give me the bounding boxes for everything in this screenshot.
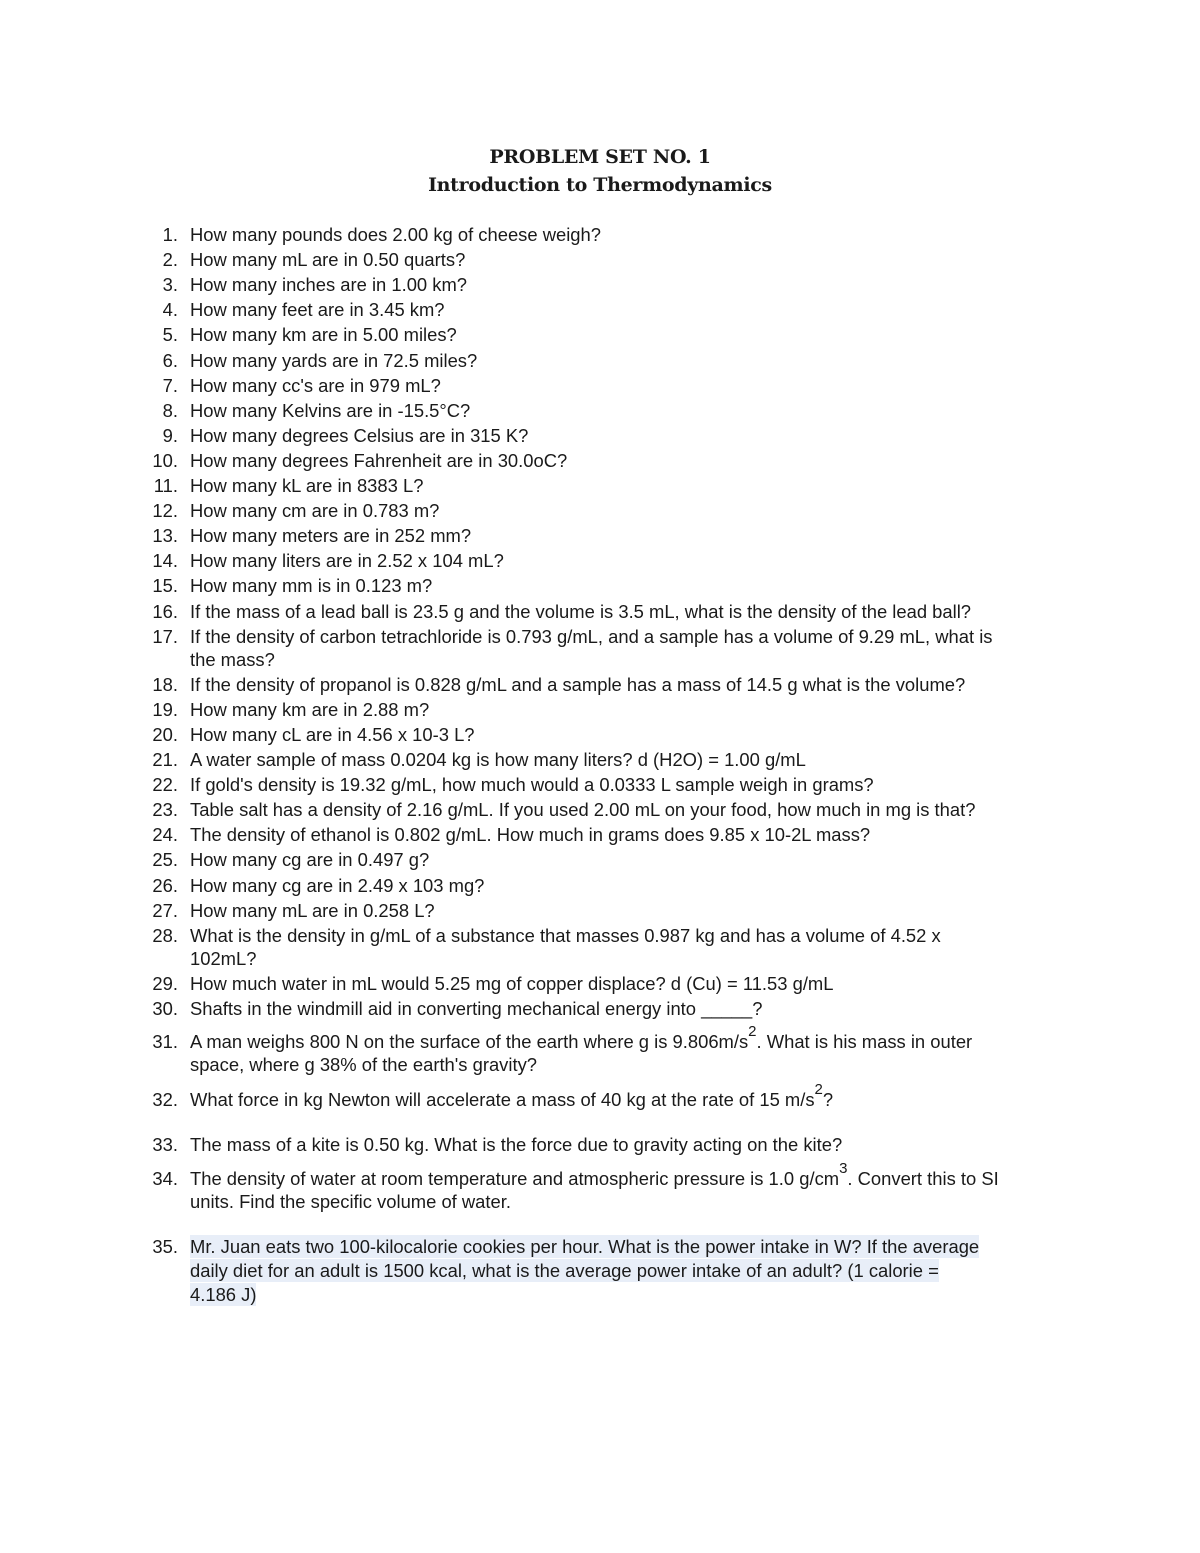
question-text-line: How many inches are in 1.00 km? bbox=[190, 274, 468, 296]
question-text-line: Table salt has a density of 2.16 g/mL. If you used 2.00 mL on your food, how much in mg is that? bbox=[190, 799, 976, 821]
question-text-line: A water sample of mass 0.0204 kg is how many liters? d (H2O) = 1.00 g/mL bbox=[190, 749, 806, 770]
question-text-line: How many yards are in 72.5 miles? bbox=[190, 349, 478, 371]
question-number: 7. bbox=[162, 374, 178, 396]
question-text-line: How many degrees Celsius are in 315 K? bbox=[190, 424, 529, 446]
question-text-line: How many pounds does 2.00 kg of cheese weigh? bbox=[190, 224, 601, 245]
question-number: 23. bbox=[152, 799, 178, 821]
question-number: 1. bbox=[162, 224, 178, 245]
question-number: 31. bbox=[152, 1031, 178, 1052]
question-number: 29. bbox=[152, 972, 178, 994]
question-text-line: How many cL are in 4.56 x 10-3 L? bbox=[190, 723, 475, 745]
question-number: 4. bbox=[162, 299, 178, 321]
question-text-line: What is the density in g/mL of a substance that masses 0.987 kg and has a volume of 4.52 x bbox=[190, 924, 941, 946]
question-number: 22. bbox=[152, 774, 178, 796]
question-text-line: 102mL? bbox=[190, 947, 257, 969]
question-number: 25. bbox=[152, 849, 178, 871]
question-text-line: How many km are in 5.00 miles? bbox=[190, 324, 457, 346]
question-text-line: the mass? bbox=[190, 648, 275, 670]
question-text-line: If the mass of a lead ball is 23.5 g and the volume is 3.5 mL, what is the density of the lead ball? bbox=[190, 600, 972, 622]
question-number: 24. bbox=[152, 824, 178, 846]
question-number: 27. bbox=[152, 899, 178, 921]
question-number: 10. bbox=[152, 449, 178, 471]
question-text-line: space, where g 38% of the earth's gravity? bbox=[190, 1054, 537, 1075]
question-number: 19. bbox=[152, 698, 178, 720]
question-number: 17. bbox=[152, 625, 178, 647]
question-number: 9. bbox=[162, 424, 178, 446]
question-text-line: How many cm are in 0.783 m? bbox=[190, 500, 440, 522]
question-number: 28. bbox=[152, 924, 178, 946]
question-text-line: How much water in mL would 5.25 mg of copper displace? d (Cu) = 11.53 g/mL bbox=[190, 972, 834, 994]
question-number: 5. bbox=[162, 324, 178, 346]
question-text-line: How many liters are in 2.52 x 104 mL? bbox=[190, 550, 504, 572]
question-number: 13. bbox=[152, 525, 178, 547]
question-text-line: How many mL are in 0.50 quarts? bbox=[190, 249, 466, 271]
question-number: 32. bbox=[152, 1089, 178, 1110]
question-number: 16. bbox=[152, 600, 178, 622]
question-number: 8. bbox=[162, 399, 178, 421]
question-number: 15. bbox=[152, 575, 178, 597]
question-text-line: How many kL are in 8383 L? bbox=[190, 475, 424, 496]
question-text-line: How many feet are in 3.45 km? bbox=[190, 299, 445, 321]
question-text-line: daily diet for an adult is 1500 kcal, what is the average power intake of an adult? (1 calorie = bbox=[190, 1260, 939, 1281]
question-text-line: What force in kg Newton will accelerate a mass of 40 kg at the rate of 15 $m/s^2$? bbox=[190, 1081, 834, 1110]
question-text-line: Mr. Juan eats two 100-kilocalorie cookies per hour. What is the power intake in W? If the average bbox=[190, 1236, 980, 1257]
document-subtitle: Introduction to Thermodynamics bbox=[428, 174, 772, 196]
question-text-line: How many cg are in 2.49 x 103 mg? bbox=[190, 874, 485, 896]
question-text-line: If the density of propanol is 0.828 g/mL and a sample has a mass of 14.5 g what is the volume? bbox=[190, 673, 966, 695]
question-number: 33. bbox=[152, 1134, 178, 1155]
question-text-line: If the density of carbon tetrachloride is 0.793 g/mL, and a sample has a volume of 9.29 mL, what is bbox=[190, 625, 993, 647]
question-number: 11. bbox=[153, 475, 178, 496]
question-number: 20. bbox=[152, 723, 178, 745]
question-number: 6. bbox=[162, 349, 178, 371]
question-number: 2. bbox=[162, 249, 178, 271]
question-number: 35. bbox=[152, 1236, 178, 1257]
question-number: 21. bbox=[152, 749, 178, 770]
question-text-line: A man weighs 800 N on the surface of the earth where g is $9.806m/s^2$. What is his mass in outer bbox=[190, 1023, 973, 1052]
question-text-line: Shafts in the windmill aid in converting mechanical energy into _____? bbox=[190, 997, 763, 1019]
question-text-line: units. Find the specific volume of water. bbox=[190, 1191, 511, 1212]
question-number: 12. bbox=[152, 500, 178, 522]
question-text-line: How many mm is in 0.123 m? bbox=[190, 575, 433, 597]
question-text-line: How many cc's are in 979 mL? bbox=[190, 374, 441, 396]
question-number: 14. bbox=[152, 550, 178, 572]
question-text-line: If gold's density is 19.32 g/mL, how much would a 0.0333 L sample weigh in grams? bbox=[190, 774, 874, 796]
question-number: 26. bbox=[152, 874, 178, 896]
question-text-line: How many meters are in 252 mm? bbox=[190, 525, 472, 547]
question-text-line: The mass of a kite is 0.50 kg. What is the force due to gravity acting on the kite? bbox=[190, 1134, 843, 1155]
question-text-line: The density of water at room temperature and atmospheric pressure is 1.0 $g/cm^3$. Convert this to SI bbox=[190, 1160, 999, 1189]
document-title: PROBLEM SET NO. 1 bbox=[489, 146, 711, 168]
question-text-line: 4.186 J) bbox=[190, 1284, 257, 1305]
question-text-line: How many mL are in 0.258 L? bbox=[190, 899, 435, 921]
question-number: 18. bbox=[152, 673, 178, 695]
question-text-line: How many Kelvins are in -15.5°C? bbox=[190, 399, 471, 421]
question-text-line: How many cg are in 0.497 g? bbox=[190, 849, 430, 871]
question-text-line: How many degrees Fahrenheit are in 30.0oC? bbox=[190, 449, 568, 471]
question-number: 34. bbox=[152, 1168, 178, 1189]
question-text-line: The density of ethanol is 0.802 g/mL. How much in grams does 9.85 x 10-2L mass? bbox=[190, 824, 871, 846]
question-number: 3. bbox=[162, 274, 178, 296]
question-text-line: How many km are in 2.88 m? bbox=[190, 698, 430, 720]
question-number: 30. bbox=[152, 997, 178, 1019]
